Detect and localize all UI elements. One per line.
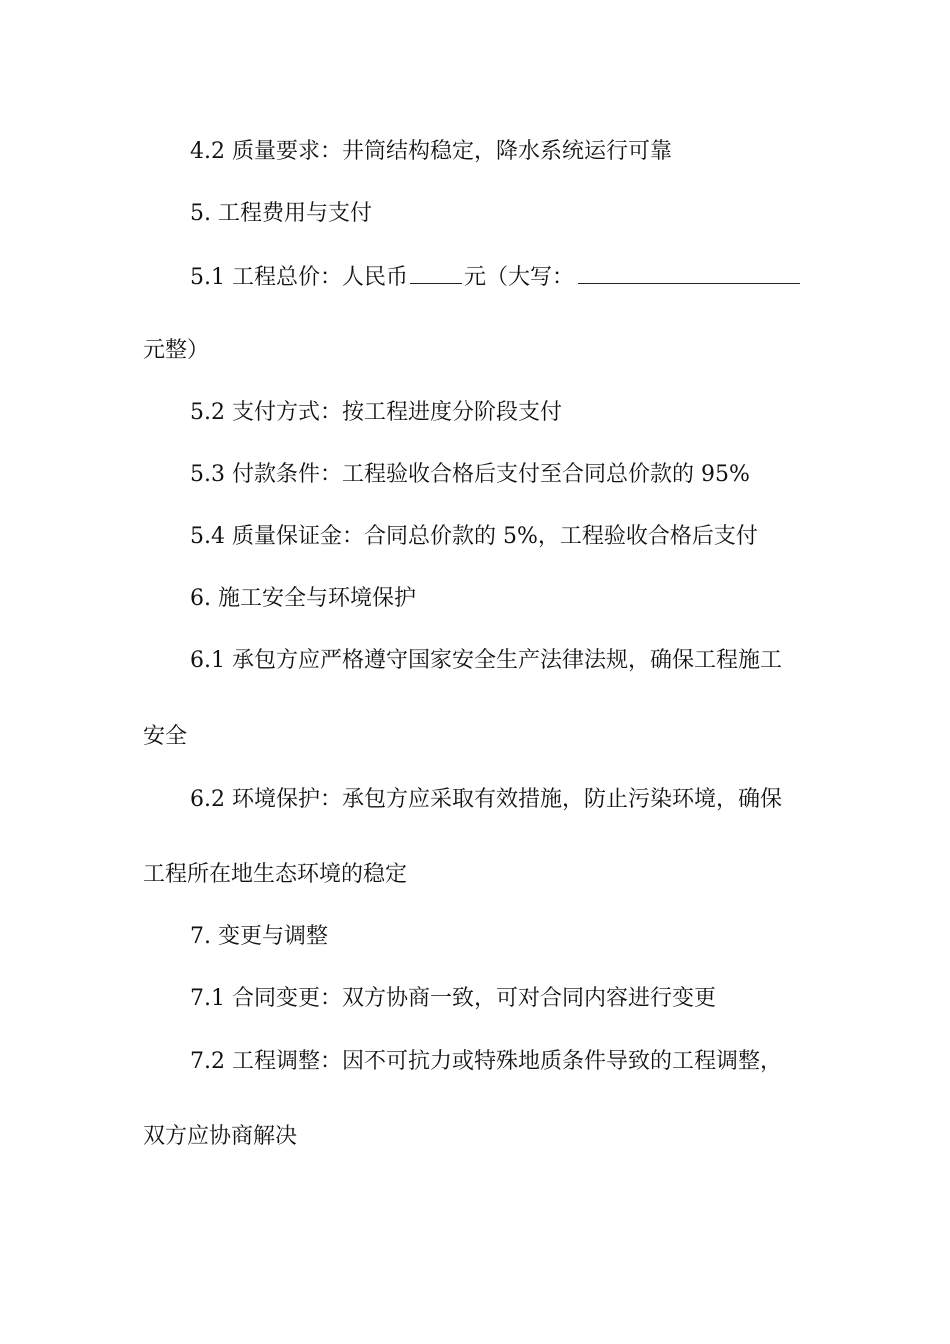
clause-text: 7.1 合同变更：双方协商一致，可对合同内容进行变更 [190,986,716,1011]
clause-5-2 [190,398,562,428]
section-7-heading [190,922,328,952]
clause-5-3 [190,460,750,490]
clause-5-1 [190,261,800,293]
clause-text: 工程所在地生态环境的稳定 [143,862,408,887]
clause-text: 安全 [143,724,188,749]
clause-5-1-continued [143,336,209,366]
clause-text: 5.1 工程总价：人民币 [190,265,408,290]
clause-text: 5.3 付款条件：工程验收合格后支付至合同总价款的 95% [190,462,750,487]
amount-blank [410,261,462,284]
clause-4-2 [190,137,672,167]
clause-text: 6.1 承包方应严格遵守国家安全生产法律法规，确保工程施工 [190,648,782,673]
clause-text: 双方应协商解决 [143,1124,298,1149]
clause-text: 元整） [143,338,210,363]
clause-7-2-continued [143,1122,297,1152]
clause-6-1-continued [143,722,187,752]
amount-in-words-blank [578,261,800,284]
section-5-heading [190,199,372,229]
clause-7-2 [190,1047,782,1077]
clause-text: 5.2 支付方式：按工程进度分阶段支付 [190,400,562,425]
clause-text: 6.2 环境保护：承包方应采取有效措施，防止污染环境，确保 [190,787,782,812]
clause-5-4 [190,522,758,552]
clause-text: 5.4 质量保证金：合同总价款的 5%，工程验收合格后支付 [190,524,758,549]
heading-text: 6. 施工安全与环境保护 [190,586,416,611]
clause-text-cont: 元（大写： [463,265,574,290]
heading-text: 7. 变更与调整 [190,924,328,949]
clause-6-1 [190,646,782,676]
section-6-heading [190,584,416,614]
clause-6-2-continued [143,860,407,890]
clause-6-2 [190,785,782,815]
heading-text: 5. 工程费用与支付 [190,201,372,226]
clause-7-1 [190,984,716,1014]
clause-text: 7.2 工程调整：因不可抗力或特殊地质条件导致的工程调整， [190,1049,782,1074]
clause-text: 4.2 质量要求：井筒结构稳定，降水系统运行可靠 [190,139,672,164]
